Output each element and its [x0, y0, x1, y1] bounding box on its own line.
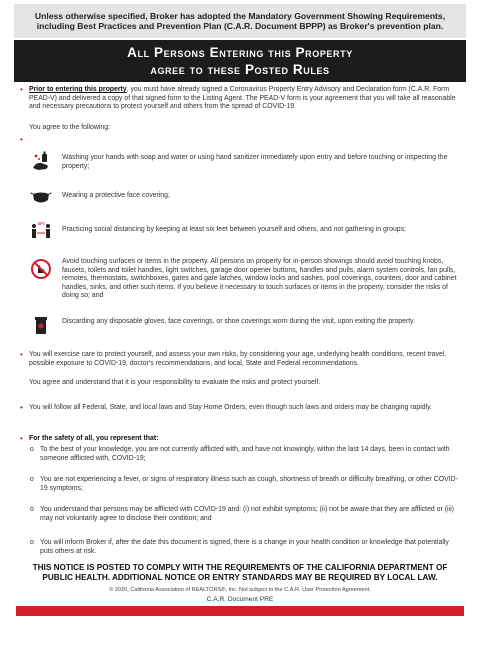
circle-bullet-icon: o — [30, 506, 34, 513]
requirements-banner-text: Unless otherwise specified, Broker has adopted the Mandatory Government Showing Requirements, including Best Practices and Prevention Plan (C.A.R. Document BPPP) as Broker's prevention plan. — [34, 10, 446, 31]
intro-text: , you must have already signed a Coronavirus Property Entry Advisory and Declaration form (C.A.R. Form PEAD-V) and delivered a copy of that signed form to the Listing Agent. The PEAD-V form is your agreement that you will take all reasonable and necessary precautions to protect yourself and others from the spread of COVID-19. — [29, 86, 456, 111]
circle-bullet-icon: o — [30, 539, 34, 546]
footer-accent-bar — [16, 606, 464, 616]
bullet-icon: • — [20, 350, 23, 359]
health-notice: THIS NOTICE IS POSTED TO COMPLY WITH THE REQUIREMENTS OF THE CALIFORNIA DEPARTMENT OF PUBLIC HEALTH. ADDITIONAL NOTICE OR ENTRY STANDARDS MAY BE REQUIRED BY LOCAL LAW. — [32, 563, 448, 582]
rule-face-mask-text: Wearing a protective face covering; — [62, 192, 170, 199]
circle-bullet-icon: o — [30, 476, 34, 483]
bullet-icon: • — [20, 135, 23, 144]
safety-item-text: You will inform Broker if, after the date this document is signed, there is a change in your health condition or knowledge that potentially puts others at risk. — [40, 539, 449, 555]
distance-label: 6FT — [38, 221, 46, 226]
laws-paragraph: You will follow all Federal, State, and local laws and Stay Home Orders, even though such laws and orders may be changing rapidly. — [29, 404, 432, 411]
page-title-line-1: All Persons Entering this Property — [127, 45, 353, 60]
care-paragraph-2: You agree and understand that it is your responsibility to evaluate the risks and protect yourself. — [29, 379, 321, 386]
requirements-banner — [14, 4, 466, 38]
copyright-text: © 2020, California Association of REALTORS®, Inc. Not subject to the C.A.R. User Protection Agreement. — [109, 587, 371, 593]
trash-bin-icon — [30, 314, 52, 336]
bullet-icon: • — [20, 85, 23, 94]
page-title — [14, 40, 466, 82]
safety-item-text: You are not experiencing a fever, or signs of respiratory illness such as cough, shortness of breath or difficulty breathing, or other COVID-19 symptoms; — [40, 476, 458, 492]
page-title-line-2: agree to these Posted Rules — [150, 62, 330, 77]
agree-label: You agree to the following: — [29, 124, 110, 131]
rule-no-touch-text: Avoid touching surfaces or items in the property. All persons on property for in-person showings should avoid touching knobs, faucets, toilets and toilet handles, light switches, garage door opener buttons, handles and pulls, alarm system controls, fan pulls, remotes, thermostats, switchboxes, gates and gate latches, window locks and sashes, pool coverings, counters, door and cabinet handles, sinks, and other such items. If you believe it necessary to touch surfaces or items in the property, consider the risks of doing so; and — [62, 258, 457, 300]
safety-heading: For the safety of all, you represent that: — [29, 435, 159, 442]
hand-wash-icon — [30, 150, 52, 172]
document-name: C.A.R. Document PRE — [206, 596, 274, 603]
bullet-icon: • — [20, 403, 23, 412]
face-mask-icon — [30, 186, 52, 208]
circle-bullet-icon: o — [30, 446, 34, 453]
safety-item-text: To the best of your knowledge, you are not currently afflicted with, and have not knowingly, within the last 14 days, been in contact with someone afflicted with, COVID-19; — [40, 446, 450, 462]
intro-lead: Prior to entering this property — [29, 86, 127, 93]
rule-hand-wash-text: Washing your hands with soap and water or using hand sanitizer immediately upon entry and before touching or inspecting the property; — [62, 154, 448, 170]
rule-social-distance-text: Practicing social distancing by keeping at least six feet between yourself and others, and not gathering in groups; — [62, 226, 406, 233]
care-paragraph: You will exercise care to protect yourself, and assess your own risks, by considering your age, underlying health conditions, recent travel, possible exposure to COVID-19, doctor's recommendations, and local, State and Federal recommendations. — [29, 351, 447, 367]
intro-paragraph — [29, 86, 459, 112]
rule-trash-text: Discarding any disposable gloves, face coverings, or shoe coverings worn during the visit, upon exiting the property. — [62, 318, 416, 325]
bullet-icon: • — [20, 434, 23, 443]
no-touch-icon — [30, 258, 52, 280]
safety-item-text: You understand that persons may be afflicted with COVID-19 and: (i) not exhibit symptoms; (ii) not be aware that they are afflicted or (iii) may not voluntarily agree to disclose their condition; and — [40, 506, 454, 522]
